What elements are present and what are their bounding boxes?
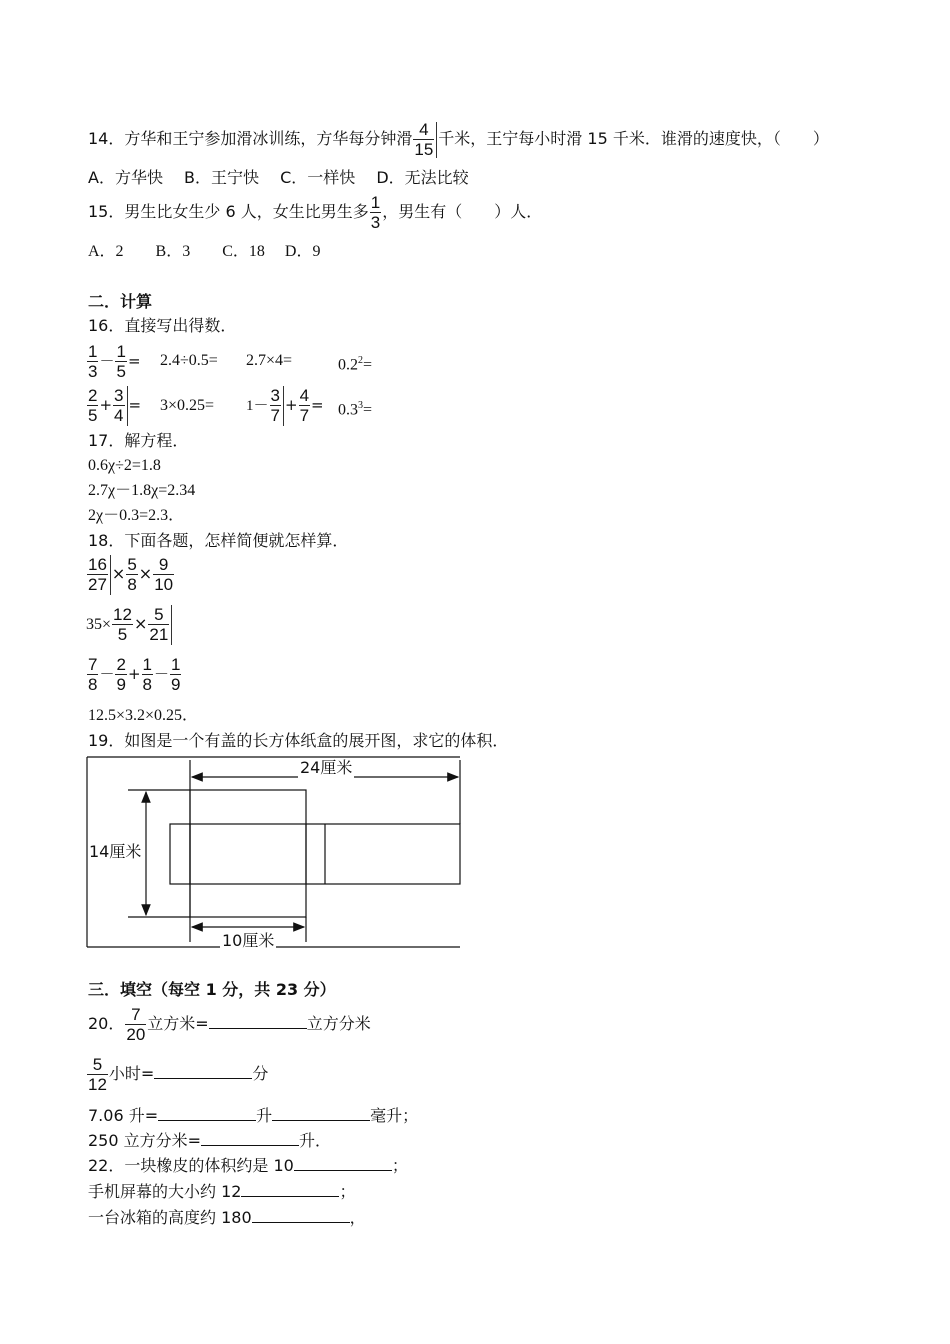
q20-line-3: 7.06 升= 升 毫升；	[88, 1106, 419, 1125]
net-side-strip	[170, 824, 460, 884]
q22-line-2: 手机屏幕的大小约 12 ；	[88, 1182, 356, 1201]
q16-row-2: $\frac{2}{5}$ + $\frac{3}{4}$ =	[88, 386, 142, 425]
q16-row-1: $\frac{1}{3}$ － $\frac{1}{5}$ =	[88, 342, 141, 381]
fraction: $\frac{9}{10}$	[154, 555, 174, 594]
answer-blank[interactable]	[252, 1206, 350, 1223]
section-2-heading: 二．计算	[88, 292, 153, 311]
q20-line-2: $\frac{5}{12}$ 小时= 分	[88, 1055, 269, 1094]
fraction: $\frac{1}{3}$	[88, 342, 98, 381]
q14-text-post: 千米，王宁每小时滑 15 千米．谁滑的速度快，（ ）	[438, 129, 829, 148]
fraction: $\frac{1}{8}$	[142, 655, 152, 694]
q17-equation-2: 2.7χ－1.8χ=2.34	[88, 482, 196, 499]
fraction: $\frac{4}{7}$	[299, 386, 310, 425]
q14-text-pre: 14．方华和王宁参加滑冰训练，方华每分钟滑	[88, 129, 413, 148]
q16-expr: 2.4÷0.5=	[160, 352, 218, 369]
answer-blank[interactable]	[272, 1104, 370, 1121]
fraction: $\frac{7}{8}$	[88, 655, 98, 694]
fraction: $\frac{5}{21}$	[149, 605, 169, 644]
answer-blank[interactable]	[201, 1129, 299, 1146]
q18-expr-2: 35× $\frac{12}{5}$ × $\frac{5}{21}$	[86, 603, 173, 646]
fraction: $\frac{5}{12}$	[88, 1055, 107, 1094]
fraction: $\frac{1}{9}$	[171, 655, 181, 694]
label-14cm: 14厘米	[89, 842, 142, 861]
answer-blank[interactable]	[241, 1180, 339, 1197]
q18-title: 18．下面各题，怎样简便就怎样算．	[88, 531, 349, 550]
q16-expr: 2.7×4=	[246, 352, 293, 369]
q18-expr-1: $\frac{16}{27}$ × $\frac{5}{8}$ × $\frac{9}{10}$	[88, 555, 174, 594]
q16-expr-fraction: 1－ $\frac{3}{7}$ + $\frac{4}{7}$ =	[246, 386, 324, 425]
section-3-heading: 三．填空（每空 1 分，共 23 分）	[88, 980, 336, 999]
answer-blank[interactable]	[209, 1012, 307, 1029]
q15-fraction: $\frac{1}{3}$	[370, 193, 381, 232]
fraction: $\frac{5}{8}$	[127, 555, 137, 594]
fraction: $\frac{3}{7}$	[270, 386, 280, 425]
q18-expr-4: 12.5×3.2×0.25．	[88, 707, 199, 724]
fraction: $\frac{2}{9}$	[116, 655, 126, 694]
q15-text-post: ，男生有（ ）人．	[382, 202, 543, 221]
label-10cm: 10厘米	[222, 931, 275, 950]
answer-blank[interactable]	[294, 1154, 392, 1171]
q18-expr-3: $\frac{7}{8}$ － $\frac{2}{9}$ + $\frac{1}{8}$ － $\frac{1}{9}$	[88, 655, 181, 694]
q17-equation-3: 2χ－0.3=2.3．	[88, 507, 185, 524]
q19-title: 19．如图是一个有盖的长方体纸盒的展开图，求它的体积．	[88, 731, 509, 750]
fraction: $\frac{7}{20}$	[126, 1005, 146, 1044]
fraction: $\frac{3}{4}$	[114, 386, 124, 425]
q20-line-1: 20． $\frac{7}{20}$ 立方米= 立方分米	[88, 1005, 371, 1044]
q16-title: 16．直接写出得数．	[88, 316, 237, 335]
label-24cm: 24厘米	[300, 758, 353, 777]
fraction: $\frac{16}{27}$	[88, 555, 107, 594]
answer-blank[interactable]	[154, 1062, 252, 1079]
q15-options: A．2 B．3 C．18 D．9	[88, 243, 321, 260]
fraction: $\frac{2}{5}$	[88, 386, 98, 425]
net-front-face	[190, 790, 306, 917]
q15-text-pre: 15．男生比女生少 6 人，女生比男生多	[88, 202, 369, 221]
q22-line-1: 22．一块橡皮的体积约是 10 ；	[88, 1156, 408, 1175]
q14-fraction: $\frac{4}{15}$	[414, 120, 434, 159]
q17-equation-1: 0.6χ÷2=1.8	[88, 457, 161, 474]
answer-blank[interactable]	[158, 1104, 256, 1121]
q16-expr: 3×0.25=	[160, 397, 215, 414]
q17-title: 17．解方程．	[88, 431, 189, 450]
q14-options: A．方华快 B．王宁快 C．一样快 D．无法比较	[88, 168, 469, 187]
q22-line-3: 一台冰箱的高度约 180 ，	[88, 1208, 366, 1227]
q20-line-4: 250 立方分米= 升．	[88, 1131, 332, 1150]
fraction: $\frac{1}{5}$	[116, 342, 126, 381]
q16-expr-power: $0.2^2=$	[338, 355, 373, 374]
q16-expr-power: $0.3^3=$	[338, 400, 373, 419]
fraction: $\frac{12}{5}$	[113, 605, 132, 644]
